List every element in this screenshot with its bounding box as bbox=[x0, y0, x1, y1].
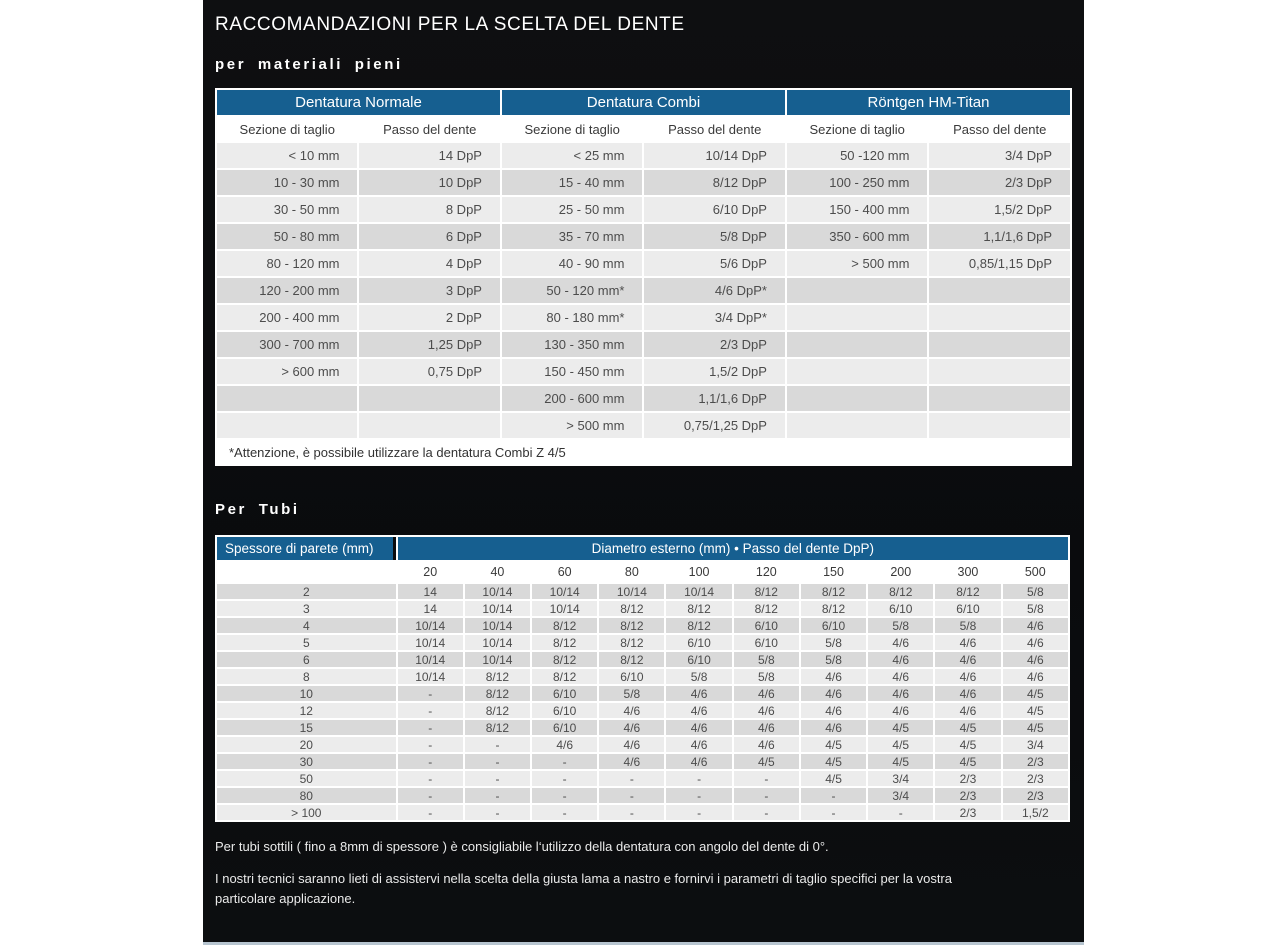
diameter-header: 200 bbox=[868, 562, 933, 582]
tube-table-cell: 4/6 bbox=[801, 686, 866, 701]
tube-table-cell: 10/14 bbox=[465, 635, 530, 650]
table-row bbox=[217, 278, 1070, 303]
solid-table-cell: 350 - 600 mm bbox=[787, 224, 927, 249]
tube-table-cell: 8/12 bbox=[465, 686, 530, 701]
tube-table-cell: - bbox=[734, 805, 799, 820]
diameter-header: 80 bbox=[599, 562, 664, 582]
tube-table-cell: 4/6 bbox=[868, 635, 933, 650]
tube-table-diameter-row bbox=[217, 562, 1068, 582]
group-header: Röntgen HM-Titan bbox=[787, 90, 1070, 115]
solid-table-cell: 1,1/1,6 DpP bbox=[644, 386, 785, 411]
wall-thickness-label: 3 bbox=[217, 601, 396, 616]
tube-table-cell: 2/3 bbox=[1003, 754, 1068, 769]
solid-table-cell bbox=[217, 386, 357, 411]
solid-table-cell: 1,5/2 DpP bbox=[929, 197, 1070, 222]
solid-table-cell: 200 - 400 mm bbox=[217, 305, 357, 330]
solid-table-cell: 40 - 90 mm bbox=[502, 251, 642, 276]
tube-table-cell: 4/6 bbox=[868, 669, 933, 684]
tube-table-cell: 6/10 bbox=[666, 635, 731, 650]
tube-table-cell: 10/14 bbox=[465, 601, 530, 616]
column-subheader: Sezione di taglio bbox=[217, 117, 357, 141]
tube-table-cell: 4/6 bbox=[734, 703, 799, 718]
tube-table-cell: - bbox=[532, 788, 597, 803]
solid-table-cell: 200 - 600 mm bbox=[502, 386, 642, 411]
tube-table-cell: 4/6 bbox=[935, 703, 1000, 718]
solid-table-cell: 2/3 DpP bbox=[644, 332, 785, 357]
column-subheader: Sezione di taglio bbox=[787, 117, 927, 141]
tube-table-cell: 6/10 bbox=[801, 618, 866, 633]
tube-table-cell: - bbox=[599, 788, 664, 803]
tube-table-cell: 5/8 bbox=[1003, 601, 1068, 616]
tube-table-cell: 4/5 bbox=[935, 737, 1000, 752]
tube-table-cell: 2/3 bbox=[1003, 771, 1068, 786]
solid-table-cell: > 500 mm bbox=[787, 251, 927, 276]
tube-table-cell: 6/10 bbox=[734, 635, 799, 650]
page-title: RACCOMANDAZIONI PER LA SCELTA DEL DENTE bbox=[215, 14, 685, 35]
tube-table-cell: - bbox=[599, 771, 664, 786]
solid-table-cell: 100 - 250 mm bbox=[787, 170, 927, 195]
note-contact: I nostri tecnici saranno lieti di assistervi nella scelta della giusta lama a nastro e fornirvi i parametri di taglio specifici per la vostra particolare applicazione. bbox=[215, 871, 952, 906]
tube-table-cell: 8/12 bbox=[532, 669, 597, 684]
solid-table-cell: 10 - 30 mm bbox=[217, 170, 357, 195]
solid-table-cell: 80 - 180 mm* bbox=[502, 305, 642, 330]
tube-table-cell: 2/3 bbox=[935, 771, 1000, 786]
wall-thickness-header: Spessore di parete (mm) bbox=[217, 537, 396, 560]
tube-table-cell: 10/14 bbox=[666, 584, 731, 599]
tube-table-cell: 8/12 bbox=[734, 601, 799, 616]
content-panel bbox=[203, 0, 1084, 945]
tube-table-header-row bbox=[217, 537, 1068, 560]
tube-table-cell: - bbox=[398, 737, 463, 752]
tube-table-cell: 5/8 bbox=[734, 652, 799, 667]
wall-thickness-label: 50 bbox=[217, 771, 396, 786]
tube-table-cell: 6/10 bbox=[734, 618, 799, 633]
section-heading-tubes: Per Tubi bbox=[215, 501, 300, 518]
tube-table-cell: 4/6 bbox=[1003, 618, 1068, 633]
tube-table-cell: 4/5 bbox=[734, 754, 799, 769]
tube-table-cell: 4/6 bbox=[599, 703, 664, 718]
tube-table-cell: 4/6 bbox=[801, 669, 866, 684]
tube-table-cell: 14 bbox=[398, 601, 463, 616]
tube-table-cell: 4/6 bbox=[1003, 669, 1068, 684]
tube-table-cell: 8/12 bbox=[532, 635, 597, 650]
tube-table-cell: 4/6 bbox=[868, 686, 933, 701]
solid-table-cell: 10/14 DpP bbox=[644, 143, 785, 168]
tube-table-cell: 4/6 bbox=[801, 720, 866, 735]
tube-table-cell: 8/12 bbox=[465, 669, 530, 684]
tube-table-cell: 2/3 bbox=[935, 805, 1000, 820]
tube-table-cell: 8/12 bbox=[599, 618, 664, 633]
tube-table-cell: 8/12 bbox=[734, 584, 799, 599]
tube-table-cell: 10/14 bbox=[398, 635, 463, 650]
tube-table-cell: 4/6 bbox=[868, 652, 933, 667]
tube-table-cell: 5/8 bbox=[666, 669, 731, 684]
table-row bbox=[217, 170, 1070, 195]
column-subheader: Passo del dente bbox=[359, 117, 500, 141]
solid-table-cell: 3 DpP bbox=[359, 278, 500, 303]
tube-table-cell: 10/14 bbox=[532, 584, 597, 599]
solid-table-cell: 6/10 DpP bbox=[644, 197, 785, 222]
tube-table-cell: 4/6 bbox=[666, 754, 731, 769]
wall-thickness-label: 5 bbox=[217, 635, 396, 650]
table-row bbox=[217, 251, 1070, 276]
tube-table-cell: 5/8 bbox=[801, 635, 866, 650]
solid-table-cell bbox=[787, 386, 927, 411]
tube-table-cell: 4/6 bbox=[935, 686, 1000, 701]
table-row bbox=[217, 197, 1070, 222]
tube-table-cell: 10/14 bbox=[599, 584, 664, 599]
solid-table-cell bbox=[787, 332, 927, 357]
note-thin-tubes: Per tubi sottili ( fino a 8mm di spessore ) è consigliabile l‘utilizzo della dentatura con angolo del dente di 0°. bbox=[215, 839, 829, 854]
table-row bbox=[217, 305, 1070, 330]
tube-table-cell: 4/5 bbox=[868, 737, 933, 752]
tube-table-cell: 8/12 bbox=[465, 720, 530, 735]
tube-table-cell: 4/6 bbox=[734, 720, 799, 735]
tube-table-cell: 4/5 bbox=[1003, 703, 1068, 718]
solid-table-cell: 120 - 200 mm bbox=[217, 278, 357, 303]
tube-table-cell: 4/5 bbox=[801, 754, 866, 769]
section-heading-solid-materials: per materiali pieni bbox=[215, 56, 403, 73]
table-row bbox=[217, 359, 1070, 384]
table-row bbox=[217, 652, 1068, 667]
tube-table-cell: 8/12 bbox=[666, 601, 731, 616]
solid-table-cell: 80 - 120 mm bbox=[217, 251, 357, 276]
table-row bbox=[217, 703, 1068, 718]
table-row bbox=[217, 737, 1068, 752]
tube-table-cell: 4/6 bbox=[734, 686, 799, 701]
tube-table-cell: 10/14 bbox=[465, 584, 530, 599]
table-row bbox=[217, 669, 1068, 684]
table-row bbox=[217, 332, 1070, 357]
tube-table-cell: 6/10 bbox=[532, 686, 597, 701]
tube-table-cell: 10/14 bbox=[398, 669, 463, 684]
tube-table-cell: 8/12 bbox=[599, 652, 664, 667]
solid-table-cell: 15 - 40 mm bbox=[502, 170, 642, 195]
solid-table-cell: 5/6 DpP bbox=[644, 251, 785, 276]
tube-table-cell: - bbox=[398, 720, 463, 735]
table-row bbox=[217, 635, 1068, 650]
tube-table-cell: 4/6 bbox=[935, 669, 1000, 684]
tube-table-cell: 2/3 bbox=[1003, 788, 1068, 803]
solid-table-cell: 50 -120 mm bbox=[787, 143, 927, 168]
solid-table-group-header-row bbox=[217, 90, 1070, 115]
solid-table-cell bbox=[787, 359, 927, 384]
table-row bbox=[217, 720, 1068, 735]
diameter-header: 100 bbox=[666, 562, 731, 582]
table-footnote: *Attenzione, è possibile utilizzare la dentatura Combi Z 4/5 bbox=[217, 440, 1070, 464]
wall-thickness-label: 80 bbox=[217, 788, 396, 803]
table-row bbox=[217, 805, 1068, 820]
tube-table-cell: 5/8 bbox=[868, 618, 933, 633]
tube-table-cell: - bbox=[398, 754, 463, 769]
table-row bbox=[217, 618, 1068, 633]
tube-table-cell: 4/6 bbox=[1003, 652, 1068, 667]
tube-table-cell: - bbox=[465, 737, 530, 752]
wall-thickness-label: 2 bbox=[217, 584, 396, 599]
wall-thickness-label: 4 bbox=[217, 618, 396, 633]
solid-table-cell bbox=[929, 332, 1070, 357]
solid-table-cell: 50 - 120 mm* bbox=[502, 278, 642, 303]
column-subheader: Sezione di taglio bbox=[502, 117, 642, 141]
tube-table-cell: 4/6 bbox=[599, 720, 664, 735]
solid-materials-table-body bbox=[217, 90, 1070, 464]
solid-table-cell: 50 - 80 mm bbox=[217, 224, 357, 249]
tube-table-cell: - bbox=[398, 771, 463, 786]
tube-table-cell: 6/10 bbox=[868, 601, 933, 616]
tube-table-cell: 8/12 bbox=[801, 584, 866, 599]
diameter-header: 60 bbox=[532, 562, 597, 582]
solid-table-cell bbox=[929, 278, 1070, 303]
wall-thickness-label: > 100 bbox=[217, 805, 396, 820]
tube-table-cell: 6/10 bbox=[666, 652, 731, 667]
table-row bbox=[217, 584, 1068, 599]
tube-table-cell: 4/5 bbox=[1003, 686, 1068, 701]
solid-table-cell: 10 DpP bbox=[359, 170, 500, 195]
tube-table-cell: 4/5 bbox=[868, 720, 933, 735]
solid-table-cell: 150 - 450 mm bbox=[502, 359, 642, 384]
tube-table-cell: 5/8 bbox=[801, 652, 866, 667]
tube-table-cell: 5/8 bbox=[734, 669, 799, 684]
tube-table-cell: 4/5 bbox=[801, 771, 866, 786]
table-row bbox=[217, 754, 1068, 769]
table-row bbox=[217, 143, 1070, 168]
solid-table-cell bbox=[929, 359, 1070, 384]
tube-table-cell: 10/14 bbox=[398, 652, 463, 667]
tube-table-cell: 8/12 bbox=[465, 703, 530, 718]
tube-table-cell: 8/12 bbox=[666, 618, 731, 633]
column-subheader: Passo del dente bbox=[644, 117, 785, 141]
diameter-header: 150 bbox=[801, 562, 866, 582]
tube-table-cell: 8/12 bbox=[868, 584, 933, 599]
tube-table-cell: 5/8 bbox=[599, 686, 664, 701]
tube-table-cell: - bbox=[666, 771, 731, 786]
tube-table-cell: 8/12 bbox=[935, 584, 1000, 599]
solid-table-cell: 6 DpP bbox=[359, 224, 500, 249]
tube-table-cell: - bbox=[801, 788, 866, 803]
solid-table-cell: 1,5/2 DpP bbox=[644, 359, 785, 384]
solid-table-cell: 4 DpP bbox=[359, 251, 500, 276]
solid-table-cell bbox=[929, 386, 1070, 411]
tube-table-cell: 10/14 bbox=[465, 652, 530, 667]
tube-table-cell: 4/5 bbox=[935, 720, 1000, 735]
solid-table-cell: 8 DpP bbox=[359, 197, 500, 222]
solid-table-cell bbox=[359, 386, 500, 411]
diameter-header: 120 bbox=[734, 562, 799, 582]
tube-table-cell: - bbox=[465, 788, 530, 803]
tube-table-cell: - bbox=[868, 805, 933, 820]
tube-table bbox=[215, 535, 1070, 822]
tube-table-cell: 8/12 bbox=[599, 635, 664, 650]
tube-table-cell: 3/4 bbox=[1003, 737, 1068, 752]
tube-table-cell: 8/12 bbox=[532, 652, 597, 667]
tube-table-cell: - bbox=[666, 805, 731, 820]
diameter-header-spacer bbox=[217, 562, 396, 582]
solid-table-cell: < 25 mm bbox=[502, 143, 642, 168]
tube-table-cell: 3/4 bbox=[868, 788, 933, 803]
group-header: Dentatura Combi bbox=[502, 90, 785, 115]
tube-table-cell: 4/5 bbox=[1003, 720, 1068, 735]
solid-table-subheader-row bbox=[217, 117, 1070, 141]
tube-table-cell: - bbox=[599, 805, 664, 820]
tube-table-cell: 10/14 bbox=[465, 618, 530, 633]
solid-table-cell: 4/6 DpP* bbox=[644, 278, 785, 303]
tube-table-cell: - bbox=[465, 771, 530, 786]
tube-table-cell: 14 bbox=[398, 584, 463, 599]
table-row bbox=[217, 386, 1070, 411]
tube-table-cell: - bbox=[398, 805, 463, 820]
tube-table-cell: - bbox=[465, 805, 530, 820]
solid-table-cell: 14 DpP bbox=[359, 143, 500, 168]
solid-table-cell: 1,25 DpP bbox=[359, 332, 500, 357]
wall-thickness-label: 6 bbox=[217, 652, 396, 667]
solid-table-cell: < 10 mm bbox=[217, 143, 357, 168]
tube-table-body bbox=[217, 537, 1068, 820]
table-row bbox=[217, 686, 1068, 701]
solid-table-cell: 0,85/1,15 DpP bbox=[929, 251, 1070, 276]
solid-table-cell bbox=[787, 305, 927, 330]
tube-table-cell: 4/5 bbox=[935, 754, 1000, 769]
wall-thickness-label: 10 bbox=[217, 686, 396, 701]
tube-table-cell: 4/6 bbox=[666, 737, 731, 752]
solid-table-cell: 8/12 DpP bbox=[644, 170, 785, 195]
solid-table-cell: 0,75 DpP bbox=[359, 359, 500, 384]
tube-table-cell: 4/6 bbox=[734, 737, 799, 752]
diameter-span-header: Diametro esterno (mm) • Passo del dente DpP) bbox=[398, 537, 1068, 560]
table-row bbox=[217, 771, 1068, 786]
tube-table-cell: 6/10 bbox=[532, 720, 597, 735]
solid-table-cell: 150 - 400 mm bbox=[787, 197, 927, 222]
tube-table-cell: - bbox=[532, 771, 597, 786]
diameter-header: 40 bbox=[465, 562, 530, 582]
tube-table-cell: - bbox=[532, 754, 597, 769]
tube-table-cell: 2/3 bbox=[935, 788, 1000, 803]
table-row bbox=[217, 601, 1068, 616]
solid-table-cell bbox=[359, 413, 500, 438]
wall-thickness-label: 30 bbox=[217, 754, 396, 769]
tube-table-cell: 8/12 bbox=[599, 601, 664, 616]
diameter-header: 20 bbox=[398, 562, 463, 582]
solid-table-cell: 130 - 350 mm bbox=[502, 332, 642, 357]
tube-table-cell: 4/6 bbox=[599, 737, 664, 752]
solid-table-cell bbox=[787, 413, 927, 438]
solid-table-cell bbox=[217, 413, 357, 438]
diameter-header: 500 bbox=[1003, 562, 1068, 582]
tube-table-cell: 4/6 bbox=[599, 754, 664, 769]
solid-table-cell: 1,1/1,6 DpP bbox=[929, 224, 1070, 249]
tube-table-cell: 5/8 bbox=[935, 618, 1000, 633]
solid-materials-table bbox=[215, 88, 1072, 466]
tube-table-cell: 4/5 bbox=[868, 754, 933, 769]
wall-thickness-label: 15 bbox=[217, 720, 396, 735]
tube-table-cell: 5/8 bbox=[1003, 584, 1068, 599]
tube-table-cell: 10/14 bbox=[398, 618, 463, 633]
tube-table-cell: 4/6 bbox=[666, 703, 731, 718]
tube-table-cell: 6/10 bbox=[599, 669, 664, 684]
solid-table-cell: > 600 mm bbox=[217, 359, 357, 384]
solid-table-cell bbox=[929, 305, 1070, 330]
solid-table-cell: > 500 mm bbox=[502, 413, 642, 438]
tube-table-cell: - bbox=[666, 788, 731, 803]
tube-table-cell: 4/6 bbox=[935, 635, 1000, 650]
solid-table-cell: 30 - 50 mm bbox=[217, 197, 357, 222]
tube-table-cell: - bbox=[734, 788, 799, 803]
tube-table-cell: 3/4 bbox=[868, 771, 933, 786]
wall-thickness-label: 8 bbox=[217, 669, 396, 684]
tube-table-cell: 4/6 bbox=[666, 720, 731, 735]
solid-table-cell: 5/8 DpP bbox=[644, 224, 785, 249]
solid-table-cell: 3/4 DpP* bbox=[644, 305, 785, 330]
wall-thickness-label: 20 bbox=[217, 737, 396, 752]
solid-table-cell bbox=[929, 413, 1070, 438]
tube-table-cell: 4/6 bbox=[666, 686, 731, 701]
tube-table-cell: 8/12 bbox=[801, 601, 866, 616]
tube-table-cell: 4/6 bbox=[532, 737, 597, 752]
solid-table-cell: 2/3 DpP bbox=[929, 170, 1070, 195]
solid-table-cell: 35 - 70 mm bbox=[502, 224, 642, 249]
tube-table-cell: - bbox=[398, 703, 463, 718]
tube-table-cell: 8/12 bbox=[532, 618, 597, 633]
tube-table-cell: 4/5 bbox=[801, 737, 866, 752]
solid-table-cell: 300 - 700 mm bbox=[217, 332, 357, 357]
tube-table-cell: 4/6 bbox=[868, 703, 933, 718]
solid-table-cell: 3/4 DpP bbox=[929, 143, 1070, 168]
tube-table-cell: 1,5/2 bbox=[1003, 805, 1068, 820]
tube-table-cell: 4/6 bbox=[935, 652, 1000, 667]
table-row bbox=[217, 224, 1070, 249]
group-header: Dentatura Normale bbox=[217, 90, 500, 115]
table-row bbox=[217, 413, 1070, 438]
tube-table-cell: - bbox=[801, 805, 866, 820]
tube-table-cell: 6/10 bbox=[532, 703, 597, 718]
solid-table-cell: 2 DpP bbox=[359, 305, 500, 330]
solid-table-footnote-row bbox=[217, 440, 1070, 464]
solid-table-cell bbox=[787, 278, 927, 303]
tube-table-cell: 10/14 bbox=[532, 601, 597, 616]
tube-table-cell: - bbox=[398, 788, 463, 803]
tube-table-cell: - bbox=[398, 686, 463, 701]
tube-table-cell: - bbox=[734, 771, 799, 786]
diameter-header: 300 bbox=[935, 562, 1000, 582]
solid-table-cell: 0,75/1,25 DpP bbox=[644, 413, 785, 438]
solid-table-cell: 25 - 50 mm bbox=[502, 197, 642, 222]
tube-table-cell: 4/6 bbox=[801, 703, 866, 718]
tube-table-cell: - bbox=[532, 805, 597, 820]
table-row bbox=[217, 788, 1068, 803]
tube-table-cell: 6/10 bbox=[935, 601, 1000, 616]
tube-table-cell: - bbox=[465, 754, 530, 769]
wall-thickness-label: 12 bbox=[217, 703, 396, 718]
tube-table-cell: 4/6 bbox=[1003, 635, 1068, 650]
column-subheader: Passo del dente bbox=[929, 117, 1070, 141]
